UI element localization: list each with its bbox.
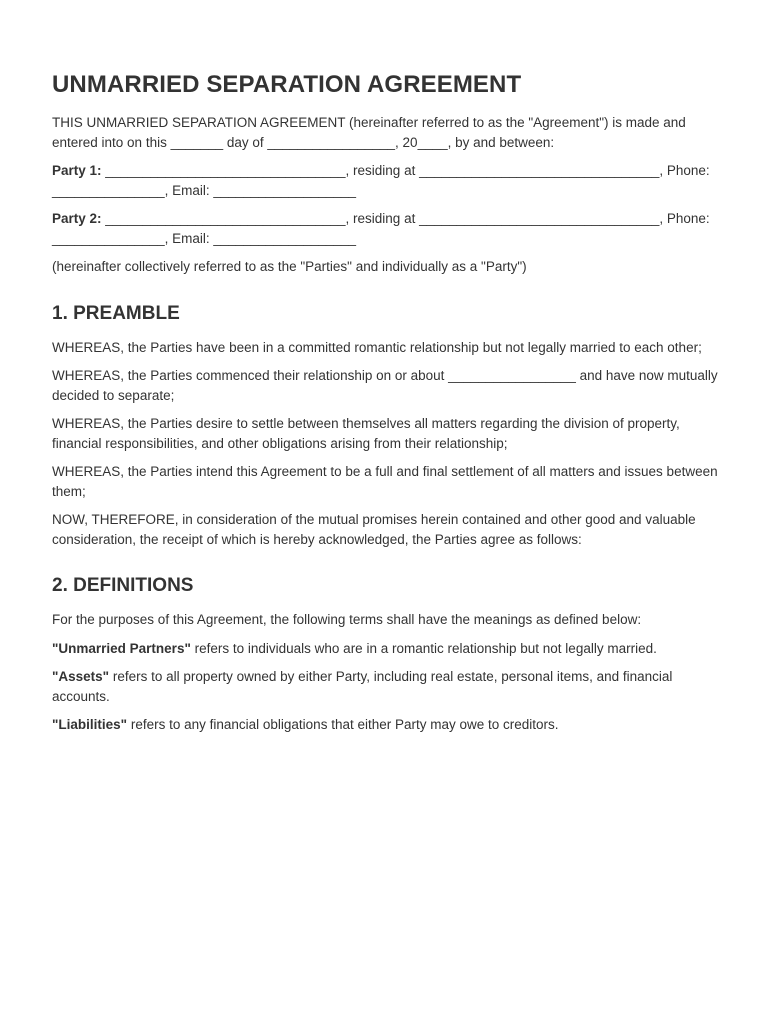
party-2-details: ________________________________, residing at ________________________________, Phone: _______________, Email: ___________________ xyxy=(52,211,710,246)
party-1-label: Party 1: xyxy=(52,163,102,178)
definition-item xyxy=(52,639,722,659)
preamble-paragraph-3: WHEREAS, the Parties desire to settle between themselves all matters regarding the division of property, financial responsibilities, and other obligations arising from their relationship; xyxy=(52,416,680,451)
collective-note: (hereinafter collectively referred to as the "Parties" and individually as a "Party") xyxy=(52,259,527,274)
definitions-heading: 2. DEFINITIONS xyxy=(52,575,194,596)
preamble-heading: 1. PREAMBLE xyxy=(52,302,180,324)
definition-term: "Assets" xyxy=(52,669,110,684)
preamble-paragraph-4: WHEREAS, the Parties intend this Agreement to be a full and final settlement of all matters and issues between them; xyxy=(52,464,718,499)
definition-item xyxy=(52,715,722,735)
document-title: UNMARRIED SEPARATION AGREEMENT xyxy=(52,71,522,98)
definition-text: refers to any financial obligations that either Party may owe to creditors. xyxy=(127,717,559,732)
definition-term: "Unmarried Partners" xyxy=(52,640,191,656)
party-2-label: Party 2: xyxy=(52,211,102,226)
definition-term: "Liabilities" xyxy=(52,717,128,732)
party-1-block xyxy=(52,161,722,200)
definition-item xyxy=(52,667,722,706)
definition-text: refers to all property owned by either Party, including real estate, personal items, and financial accounts. xyxy=(52,669,673,704)
definitions-intro: For the purposes of this Agreement, the following terms shall have the meanings as defined below: xyxy=(52,612,642,627)
definition-text: refers to individuals who are in a romantic relationship but not legally married. xyxy=(190,640,657,656)
party-1-details: ________________________________, residing at ________________________________, Phone: _______________, Email: ___________________ xyxy=(52,163,710,198)
preamble-paragraph-2: WHEREAS, the Parties commenced their relationship on or about _________________ and have now mutually decided to separate; xyxy=(52,368,718,403)
intro-paragraph: THIS UNMARRIED SEPARATION AGREEMENT (hereinafter referred to as the "Agreement") is made and entered into on this _______ day of _________________, 20____, by and between: xyxy=(52,115,686,150)
party-2-block xyxy=(52,209,722,248)
preamble-paragraph-5: NOW, THEREFORE, in consideration of the mutual promises herein contained and other good and valuable consideration, the receipt of which is hereby acknowledged, the Parties agree as follows: xyxy=(52,512,696,547)
preamble-paragraph-1: WHEREAS, the Parties have been in a committed romantic relationship but not legally married to each other; xyxy=(52,339,702,355)
